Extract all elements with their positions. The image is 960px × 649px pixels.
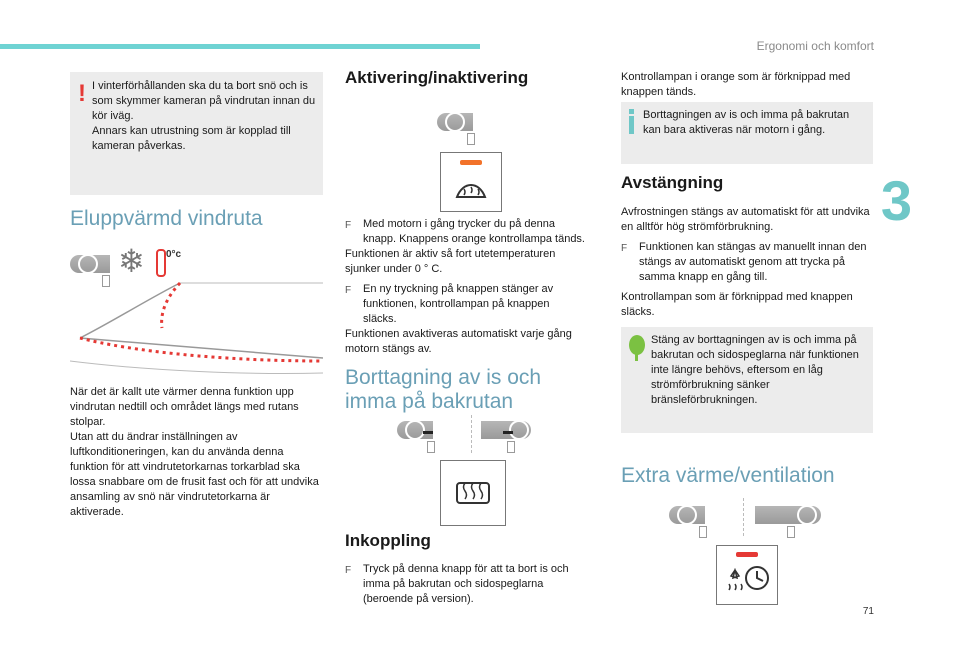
steering-wheel-icon: [445, 112, 465, 132]
list-item-text: Funktionen kan stängas av manuellt innan den stängs av automatiskt genom att trycka på samma knapp en gång till.: [639, 241, 867, 283]
section-title: Ergonomi och komfort: [756, 39, 874, 53]
heated-windscreen-icon: [455, 175, 487, 203]
deactivation-content: [621, 205, 873, 320]
paragraph: Avfrostningen stängs av automatiskt för att undvika en alltför hög strömförbrukning.: [621, 206, 870, 233]
bullet-icon: F: [345, 285, 352, 296]
indicator-tag: [427, 441, 435, 453]
paragraph: Funktionen är aktiv så fort utetemperaturen sjunker under 0 ° C.: [345, 248, 556, 275]
heated-windscreen-illustration: [70, 243, 323, 378]
heated-windscreen-description: När det är kallt ute värmer denna funktion upp vindrutan nedtill och området längs med rutans stolpar. Utan att du ändrar inställningen av luftkonditioneringen, kan du använda denna funktion för att vindrutetorkarnas torkarblad ska lossa snabbare om de frusit fast och för att undvika ansamling av snö när vindrutetorkarna är aktiverade.: [70, 386, 319, 518]
stalk-illustration-1: [437, 109, 497, 149]
activation-list: [345, 217, 585, 357]
rear-defrost-icon: [455, 479, 491, 509]
info-text: Borttagningen av is och imma på bakrutan kan bara aktiveras när motorn i gång.: [643, 109, 850, 136]
eco-text: Stäng av borttagningen av is och imma på bakrutan och sidospeglarna när funktionen inte längre behövs, eftersom en låg strömförbrukning sänker bränsleförbrukningen.: [651, 334, 859, 406]
heading-deactivation: Avstängning: [621, 173, 724, 192]
steering-wheel-bar-right: [481, 421, 531, 439]
steering-wheel-bar-right: [755, 506, 821, 524]
heading-heated-windscreen: Eluppvärmd vindruta: [70, 207, 263, 230]
indicator-dash: [423, 431, 433, 434]
eco-leaf-stem: [635, 353, 638, 361]
bullet-icon: F: [621, 243, 628, 254]
windscreen-drawing: [70, 243, 323, 378]
divider-dashed: [743, 498, 744, 536]
indicator-tag: [507, 441, 515, 453]
heading-switch-on: Inkoppling: [345, 531, 431, 550]
fan-timer-icon: [723, 562, 771, 598]
temperature-label: 0°c: [166, 249, 182, 260]
list-item: [345, 562, 575, 607]
list-item-text: Med motorn i gång trycker du på denna knapp. Knappens orange kontrollampa tänds.: [363, 218, 585, 245]
header-rule: [0, 44, 480, 49]
red-indicator-led: [736, 552, 758, 557]
bullet-icon: F: [345, 220, 352, 231]
page-number: 71: [862, 606, 874, 617]
eco-leaf-icon: [629, 335, 645, 355]
steering-wheel-bar: [437, 113, 473, 131]
bullet-icon: F: [345, 565, 352, 576]
warning-icon: !: [78, 80, 86, 107]
heading-activation: Aktivering/inaktivering: [345, 68, 529, 87]
steering-wheel-icon: [509, 420, 529, 440]
indicator-tag: [467, 133, 475, 145]
eco-box: [621, 327, 873, 433]
orange-indicator-led: [460, 160, 482, 165]
list-item-text: Tryck på denna knapp för att ta bort is och imma på bakrutan och sidospeglarna (beroende på version).: [363, 563, 569, 605]
paragraph: Kontrollampan som är förknippad med knappen släcks.: [621, 291, 853, 318]
indicator-tag: [787, 526, 795, 538]
rear-defrost-button[interactable]: [440, 460, 506, 526]
steering-wheel-icon: [797, 505, 817, 525]
snowflake-icon: ❄: [118, 243, 145, 279]
steering-wheel-icon: [405, 420, 425, 440]
paragraph: Funktionen avaktiveras automatiskt varje gång motorn stängs av.: [345, 328, 572, 355]
heading-extra-heating: Extra värme/ventilation: [621, 464, 835, 487]
indicator-dash: [503, 431, 513, 434]
extra-heating-button[interactable]: [716, 545, 778, 605]
switch-on-list: [345, 562, 575, 607]
steering-wheel-bar: [397, 421, 433, 439]
info-box: [621, 102, 873, 164]
divider-dashed: [471, 415, 472, 453]
list-item: [345, 282, 585, 327]
indicator-intro: Kontrollampan i orange som är förknippad med knappen tänds.: [621, 71, 851, 98]
stalk-illustration-2: [397, 415, 547, 455]
indicator-tag: [699, 526, 707, 538]
list-item-text: En ny tryckning på knappen stänger av funktionen, kontrollampan på knappen släcks.: [363, 283, 554, 325]
stalk-illustration-3: [669, 498, 829, 538]
warning-box: [70, 72, 323, 195]
chapter-number: 3: [880, 169, 912, 232]
list-item: [345, 217, 585, 247]
info-icon: [629, 116, 634, 134]
windscreen-heat-button[interactable]: [440, 152, 502, 212]
list-item: [621, 240, 873, 285]
steering-wheel-icon: [677, 505, 697, 525]
steering-wheel-bar: [669, 506, 705, 524]
heading-rear-defrost: Borttagning av is och imma på bakrutan: [345, 366, 542, 413]
warning-text: I vinterförhållanden ska du ta bort snö och is som skymmer kameran på vindrutan innan du kör iväg. Annars kan utrustning som är kopplad till kameran påverkas.: [92, 80, 316, 152]
